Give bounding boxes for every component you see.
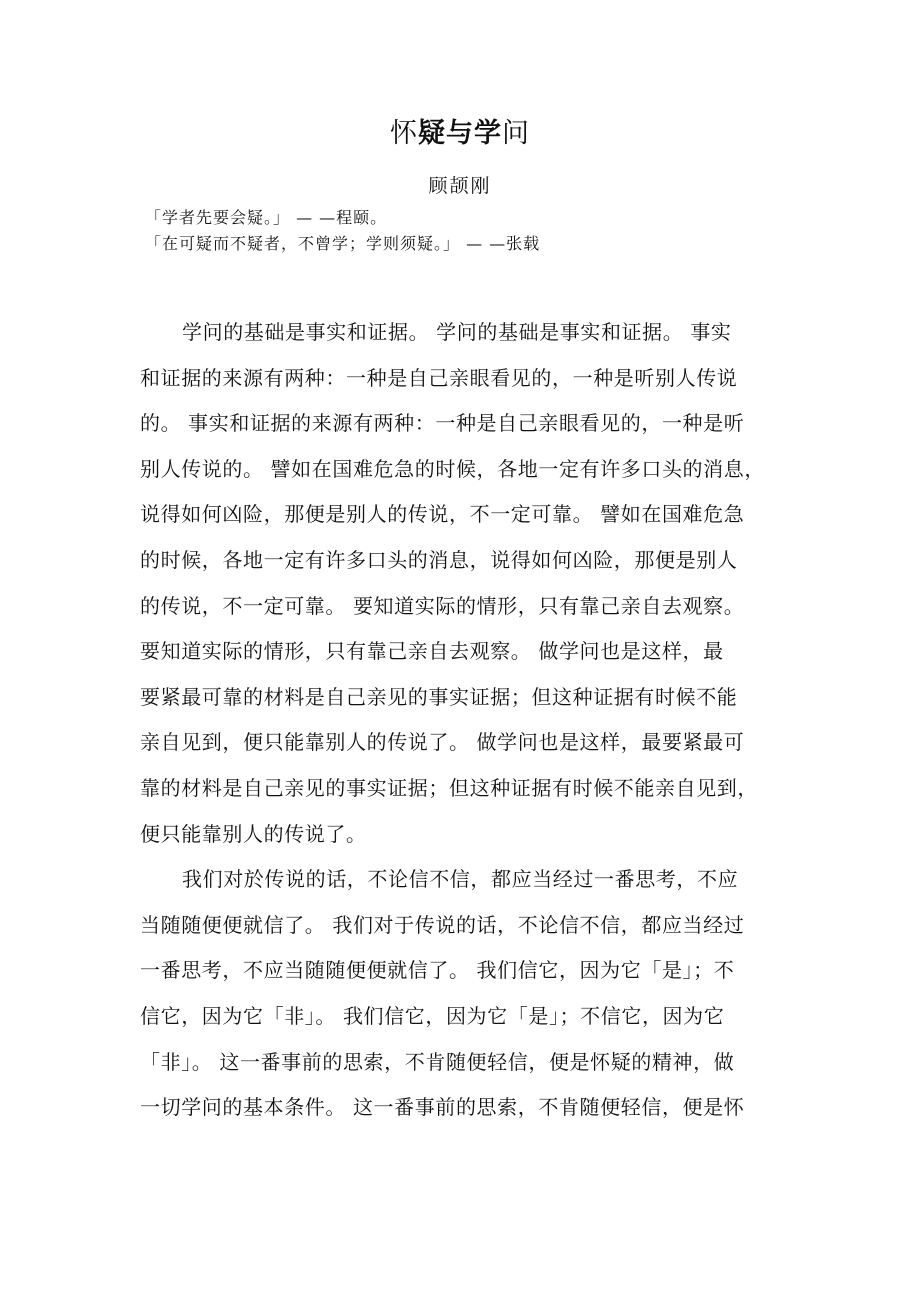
text-line: 当随随便便就信了。 我们对于传说的话，不论信不信，都应当经过 bbox=[140, 912, 745, 937]
text-line: 一切学问的基本条件。 这一番事前的思索，不肯随便轻信，便是怀 bbox=[140, 1095, 745, 1120]
epigraph-quote: 「学者先要会疑。」 — —程颐。 bbox=[145, 208, 388, 227]
text-line: 信它，因为它「非」。 我们信它，因为它「是」；不信它，因为它 bbox=[140, 1003, 725, 1028]
document-title bbox=[0, 114, 920, 154]
text-line: 我们对於传说的话，不论信不信，都应当经过一番思考，不应 bbox=[182, 867, 739, 892]
text-line: 要知道实际的情形，只有靠己亲自去观察。 做学问也是这样，最 bbox=[140, 639, 724, 664]
body-text bbox=[140, 310, 800, 1131]
text-line: 的时候，各地一定有许多口头的消息，说得如何凶险，那便是别人 bbox=[140, 547, 738, 572]
text-line: 和证据的来源有两种：一种是自己亲眼看见的，一种是听别人传说 bbox=[140, 365, 738, 390]
text-line: 的传说，不一定可靠。 要知道实际的情形，只有靠己亲自去观察。 bbox=[140, 593, 745, 618]
text-line: 一番思考，不应当随随便便就信了。 我们信它，因为它「是」；不 bbox=[140, 958, 735, 983]
text-line: 靠的材料是自己亲见的事实证据；但这种证据有时候不能亲自见到， bbox=[140, 775, 758, 800]
epigraph-list bbox=[145, 205, 795, 257]
title-part-bold: 疑与学 bbox=[418, 118, 502, 149]
paragraph bbox=[140, 310, 800, 857]
epigraph-quote: 「在可疑而不疑者，不曾学；学则须疑。」 — —张载 bbox=[145, 234, 541, 253]
text-line: 的。 事实和证据的来源有两种：一种是自己亲眼看见的，一种是听 bbox=[140, 411, 745, 436]
text-line: 别人传说的。 譬如在国难危急的时候，各地一定有许多口头的消息， bbox=[140, 456, 765, 481]
author-name: 顾颉刚 bbox=[428, 175, 492, 197]
text-line: 说得如何凶险，那便是别人的传说，不一定可靠。 譬如在国难危急 bbox=[140, 502, 745, 527]
text-line: 便只能靠别人的传说了。 bbox=[140, 821, 367, 846]
title-part-2: 问 bbox=[502, 118, 530, 149]
title-part-1: 怀 bbox=[390, 118, 418, 149]
text-line: 亲自见到，便只能靠别人的传说了。 做学问也是这样，最要紧最可 bbox=[140, 730, 745, 755]
text-line: 学问的基础是事实和证据。 学问的基础是事实和证据。 事实 bbox=[182, 320, 732, 344]
text-line: 「非」。 这一番事前的思索，不肯随便轻信，便是怀疑的精神，做 bbox=[140, 1049, 735, 1074]
paragraph bbox=[140, 857, 800, 1131]
text-line: 要紧最可靠的材料是自己亲见的事实证据；但这种证据有时候不能 bbox=[140, 684, 738, 709]
